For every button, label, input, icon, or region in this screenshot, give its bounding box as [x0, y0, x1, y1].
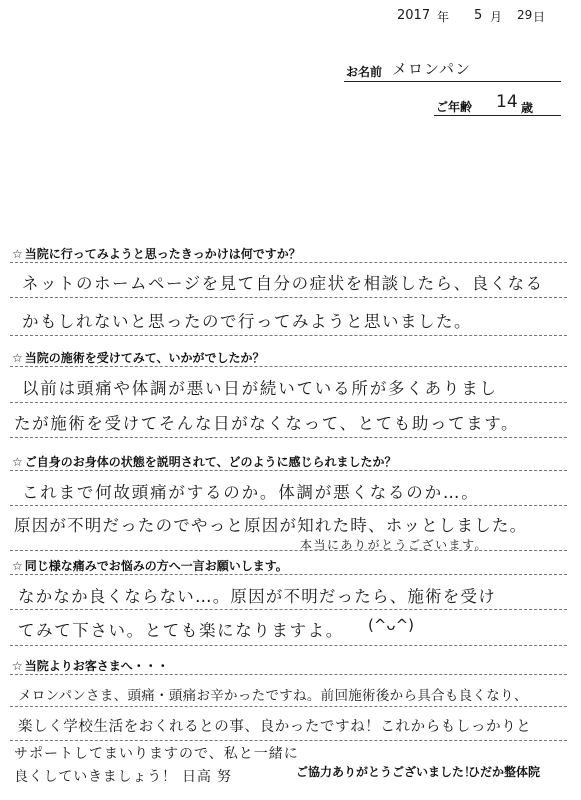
star-icon: ☆ [12, 559, 23, 573]
star-icon: ☆ [12, 247, 23, 261]
age-label: ご年齢 [436, 100, 473, 114]
answer-rule [10, 706, 567, 707]
answer-line: ネットのホームページを見て自分の症状を相談したら、良くなる [22, 274, 544, 293]
age-unit: 歳 [521, 101, 534, 115]
star-icon: ☆ [12, 351, 23, 365]
question-text: ご自身のお身体の状態を説明されて、どのように感じられましたか？ [24, 455, 397, 469]
name-label: お名前 [346, 65, 383, 79]
star-icon: ☆ [12, 455, 23, 469]
answer-rule [10, 740, 567, 741]
question-message [12, 557, 288, 574]
date-month: 5 [474, 8, 483, 23]
answer-line: かもしれないと思ったので行ってみようと思いました。 [22, 312, 472, 331]
answer-rule [10, 505, 567, 506]
footer-thanks: ご協力ありがとうございました！ [296, 765, 477, 779]
date-year-label: 年 [437, 10, 450, 24]
date-month-label: 月 [490, 10, 503, 24]
answer-rule [10, 674, 567, 675]
star-icon: ☆ [12, 659, 23, 673]
answer-rule [10, 262, 567, 263]
answer-rule [10, 402, 567, 403]
age-value: 14 [496, 92, 518, 112]
answer-rule [10, 470, 567, 471]
question-text: 当院の施術を受けてみて、いかがでしたか？ [24, 351, 265, 365]
answer-line: 原因が不明だったのでやっと原因が知れた時、ホッとしました。 [14, 516, 528, 535]
answer-rule [10, 550, 567, 551]
smiley-face-doodle: (^ᴗ^) [368, 616, 415, 634]
answer-note: 本当にありがとうございます。 [300, 538, 489, 552]
date-day: 29 [517, 8, 533, 22]
question-text: 当院に行ってみようと思ったきっかけは何ですか？ [24, 247, 301, 261]
answer-line: 楽しく学校生活をおくれるとの事、良かったですね！これからもしっかりと [18, 719, 532, 735]
answer-line: 良くしていきましょう！ 日高 努 [14, 769, 232, 785]
question-explanation [12, 453, 397, 470]
answer-line: メロンパンさま、頭痛・頭痛お辛かったですね。前回施術後から具合も良くなり、 [18, 688, 528, 704]
answer-line: たが施術を受けてそんな日がなくなって、とても助ってます。 [14, 414, 520, 433]
clinic-name: ひだか整体院 [468, 765, 541, 779]
answer-line: これまで何故頭痛がするのか。体調が悪くなるのか…。 [22, 483, 480, 502]
question-text: 当院よりお客さまへ・・・ [24, 659, 169, 673]
answer-rule [10, 335, 567, 336]
question-clinic-reply [12, 657, 169, 674]
answer-rule [10, 574, 567, 575]
answer-rule [10, 366, 567, 367]
answer-rule [10, 437, 567, 438]
age-underline [434, 115, 561, 116]
answer-line: てみて下さい。とても楽になりますよ。 [18, 621, 344, 640]
answer-line: なかなか良くならない…。原因が不明だったら、施術を受け [18, 587, 496, 606]
answer-rule [10, 297, 567, 298]
answer-line: 以前は頭痛や体調が悪い日が続いている所が多くありまし [22, 379, 498, 398]
date-day-label: 日 [533, 10, 546, 24]
name-underline [344, 81, 561, 82]
answer-rule [10, 609, 567, 610]
question-impression [12, 349, 265, 366]
answer-line: サポートしてまいりますので、私と一緒に [14, 746, 299, 762]
name-value: メロンパン [392, 60, 471, 78]
answer-rule [10, 645, 567, 646]
question-reason [12, 245, 301, 262]
date-year: 2017 [397, 8, 431, 23]
question-text: 同じ様な痛みでお悩みの方へ一言お願いします。 [24, 559, 288, 573]
